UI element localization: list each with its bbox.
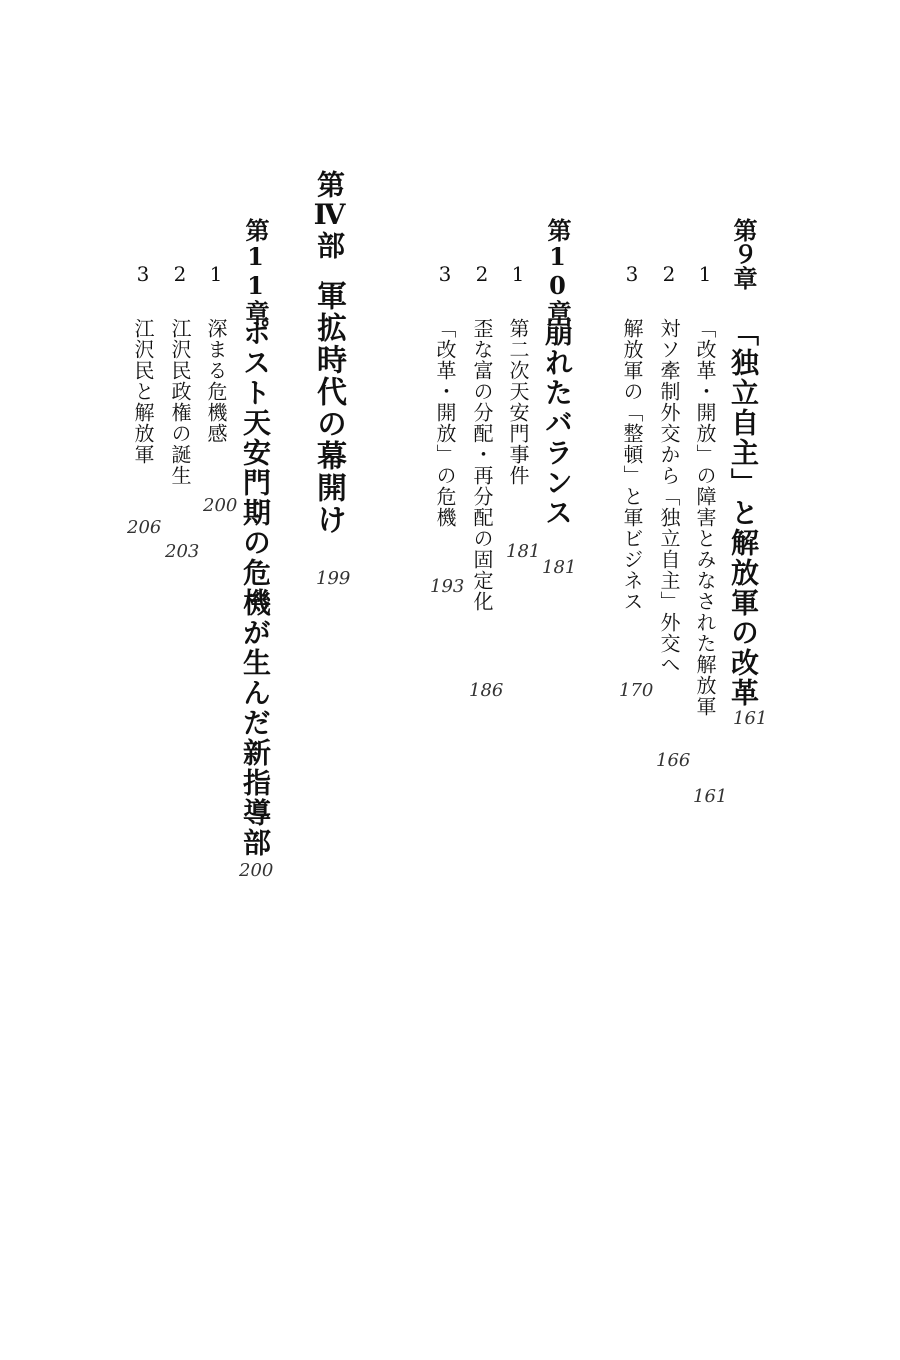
ch9-sec3-number: 3 [620,262,644,286]
ch10-sec2-title: 歪な富の分配・再分配の固定化 [470,318,494,612]
chapter-10-title: 崩れたバランス [541,318,574,528]
ch11-sec2-title: 江沢民政権の誕生 [168,318,192,486]
part-4-label: 第Ⅳ部 [313,170,346,259]
ch10-sec1-page: 181 [506,541,541,562]
ch9-sec1-page: 161 [693,786,728,807]
ch10-sec2-page: 186 [469,680,504,701]
ch11-sec1-page: 200 [203,495,238,516]
ch10-sec3-page: 193 [430,576,465,597]
ch9-sec3-title: 解放軍の「整頓」と軍ビジネス [620,318,644,612]
ch11-sec1-number: 1 [204,262,228,286]
ch11-sec2-page: 203 [165,541,200,562]
chapter-11-label: 第11章 [241,218,270,324]
ch9-sec2-title: 対ソ牽制外交から「独立自主」外交へ [657,318,681,675]
chapter-10-label: 第10章 [543,218,572,324]
ch11-sec3-title: 江沢民と解放軍 [131,318,155,465]
ch9-sec2-page: 166 [656,750,691,771]
ch9-sec1-title: 「改革・開放」の障害とみなされた解放軍 [693,318,717,717]
chapter-10-page: 181 [542,557,577,578]
ch11-sec2-number: 2 [168,262,192,286]
ch10-sec1-number: 1 [506,262,530,286]
chapter-9-page: 161 [733,708,768,729]
chapter-11-title: ポスト天安門期の危機が生んだ新指導部 [239,318,272,858]
chapter-11-page: 200 [239,860,274,881]
ch11-sec1-title: 深まる危機感 [204,318,228,444]
ch9-sec1-number: 1 [693,262,717,286]
part-4-page: 199 [316,568,351,589]
ch10-sec3-title: 「改革・開放」の危機 [433,318,457,528]
ch9-sec3-page: 170 [619,680,654,701]
chapter-9-title: 「独立自主」と解放軍の改革 [727,318,760,708]
ch10-sec3-number: 3 [433,262,457,286]
part-4-title: 軍拡時代の幕開け [311,280,346,536]
ch11-sec3-page: 206 [127,517,162,538]
ch10-sec2-number: 2 [470,262,494,286]
ch10-sec1-title: 第二次天安門事件 [506,318,530,486]
chapter-9-label: 第９章 [729,218,758,290]
ch9-sec2-number: 2 [657,262,681,286]
ch11-sec3-number: 3 [131,262,155,286]
